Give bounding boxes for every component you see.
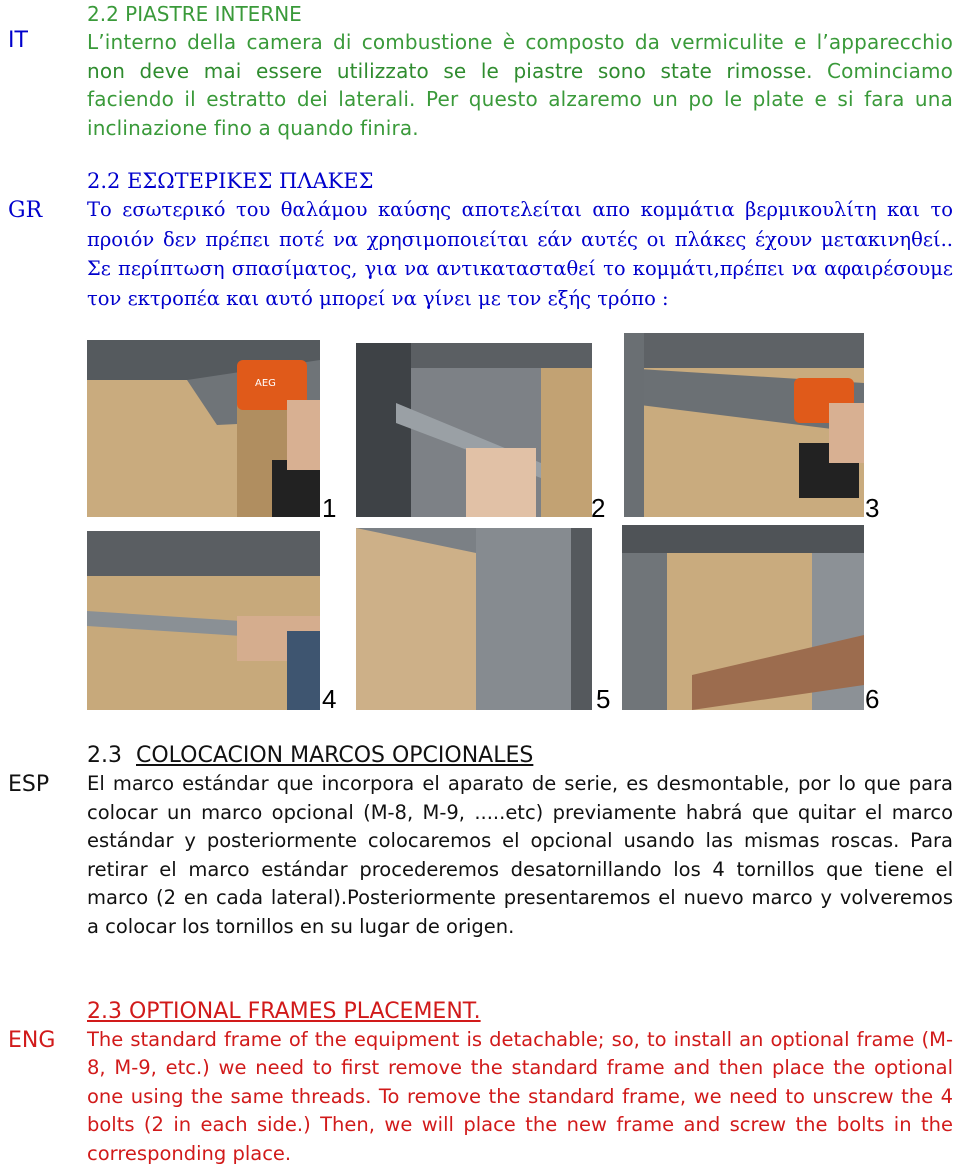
section-text-it xyxy=(87,28,953,142)
photo-step-6 xyxy=(622,525,864,710)
lang-label-gr: GR xyxy=(8,198,43,223)
photo-number-1: 1 xyxy=(322,493,337,523)
photo-image-1 xyxy=(87,340,320,517)
section-en xyxy=(87,998,953,1168)
section-title-it: 2.2 PIASTRE INTERNE xyxy=(87,2,302,26)
drill-brand-text: AEG xyxy=(255,378,276,389)
lang-label-es: ESP xyxy=(8,772,50,797)
photo-step-2 xyxy=(356,343,592,517)
photo-step-3 xyxy=(624,333,864,517)
photo-number-5: 5 xyxy=(596,684,611,714)
text-it-emphasis: non deve mai essere utilizzato se le piastre sono state rimosse. xyxy=(87,58,813,83)
section-title-es xyxy=(87,742,953,770)
photo-image-5 xyxy=(356,528,592,710)
section-gr xyxy=(87,167,953,313)
section-it xyxy=(87,0,953,142)
section-text-en: The standard frame of the equipment is detachable; so, to install an optional frame (M-8, M-9, etc.) we need to first remove the standard frame and then place the optional one using the same threads. To remove the standard frame, we need to unscrew the 4 bolts (2 in each side.) Then, we will place the new frame and screw the bolts in the corresponding place. xyxy=(87,1028,953,1165)
photo-step-4 xyxy=(87,531,320,710)
photo-number-4: 4 xyxy=(322,684,337,714)
lang-label-en: ENG xyxy=(8,1028,56,1053)
section-text-gr: Το εσωτερικό του θαλάμου καύσης αποτελείται απο κομμάτια βερμικουλίτη και το προιόν δεν πρέπει ποτέ να χρησιμοποιείται εάν αυτές οι πλάκες έχουν μετακινηθεί.. Σε περίπτωση σπασίματος, για να αντικατασταθεί το κομμάτι,πρέπει να αφαιρέσουμε τον εκτροπέα και αυτό μπορεί να γίνει με τον εξής τρόπο : xyxy=(87,198,953,310)
section-title-en: 2.3 OPTIONAL FRAMES PLACEMENT. xyxy=(87,999,481,1024)
photo-number-6: 6 xyxy=(865,684,880,714)
photo-step-5 xyxy=(356,528,592,710)
section-es xyxy=(87,742,953,942)
photo-image-2 xyxy=(356,343,592,517)
photo-image-6 xyxy=(622,525,864,710)
photo-step-1 xyxy=(87,340,320,517)
photo-number-3: 3 xyxy=(865,493,880,523)
section-text-es: El marco estándar que incorpora el aparato de serie, es desmontable, por lo que para colocar un marco opcional (M-8, M-9, .....etc) previamente habrá que quitar el marco estándar y posteriormente colocaremos el opcional usando las mismas roscas. Para retirar el marco estándar procederemos desatornillando los 4 tornillos que tiene el marco (2 en cada lateral).Posteriormente presentaremos el nuevo marco y volveremos a colocar los tornillos en su lugar de origen. xyxy=(87,772,953,938)
photo-image-3 xyxy=(624,333,864,517)
photo-image-4 xyxy=(87,531,320,710)
photo-number-2: 2 xyxy=(591,493,606,523)
lang-label-it: IT xyxy=(8,28,28,53)
text-it-c: Cominciamo faciendo il estratto dei laterali. Per questo alzaremo un po le plate e si fara una inclinazione fino a quando finira. xyxy=(87,58,953,140)
section-title-gr: 2.2 ΕΣΩΤΕΡΙΚΕΣ ΠΛΑΚΕΣ xyxy=(87,169,374,193)
section-heading-es: COLOCACION MARCOS OPCIONALES xyxy=(136,743,534,768)
section-number-es: 2.3 xyxy=(87,743,122,768)
text-it-a: L’interno della camera di combustione è composto da vermiculite e l’apparecchio xyxy=(87,30,953,54)
